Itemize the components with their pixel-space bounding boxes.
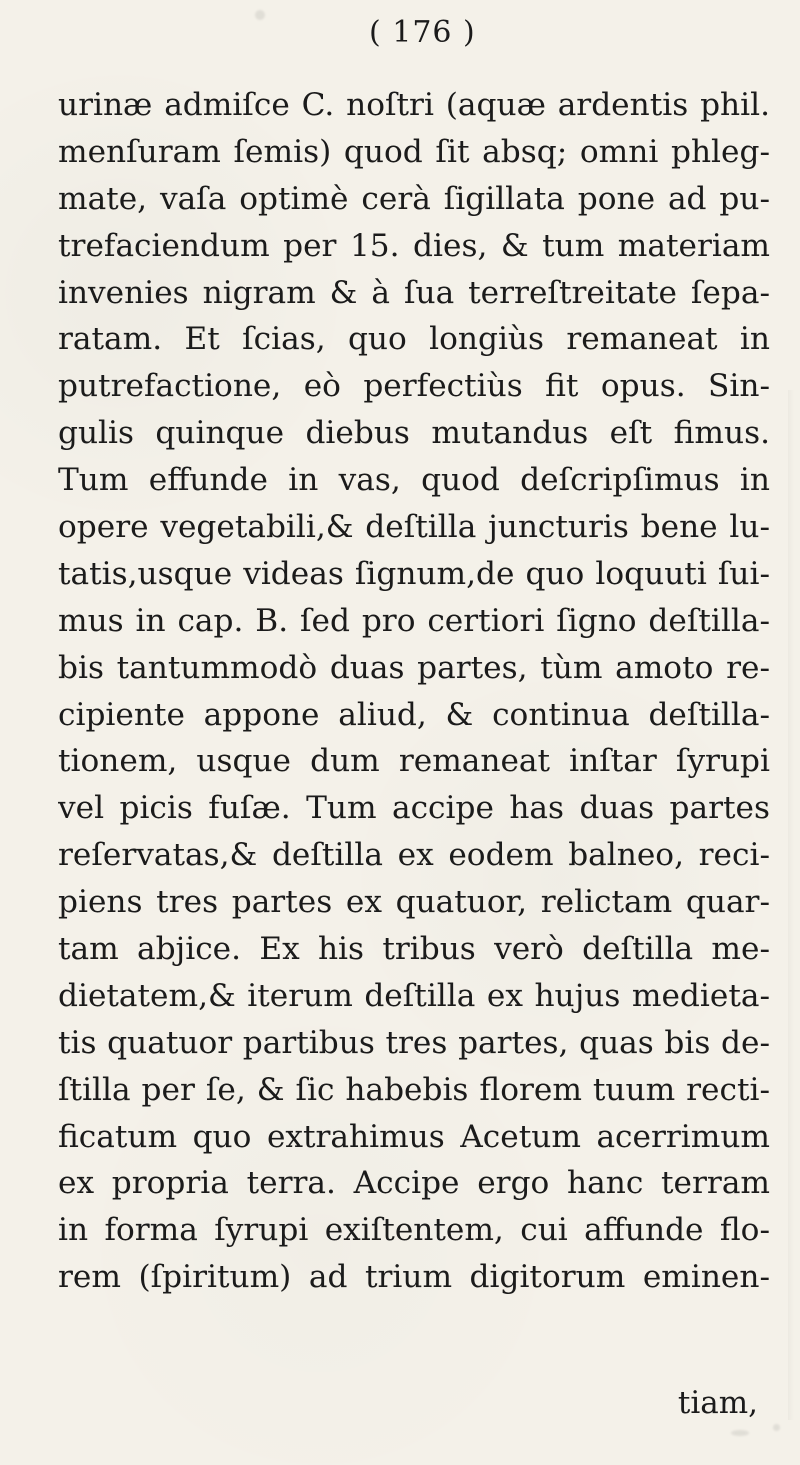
text-line-content: ratam. Et ſcias, quo longiùs remaneat in [58, 321, 770, 358]
text-line-content: Tum effunde in vas, quod deſcripſimus in [58, 462, 770, 499]
text-line-7 [58, 363, 770, 410]
text-line-content: vel picis fuſæ. Tum accipe has duas partes [58, 790, 770, 827]
text-line-content: urinæ admiſce C. noſtri (aquæ ardentis phil. [58, 87, 770, 123]
ink-spot [773, 1424, 780, 1431]
catchword: tiam, [677, 1385, 758, 1421]
text-line-content: ſtilla per ſe, & ſic habebis florem tuum recti- [58, 1071, 770, 1108]
text-line-6 [58, 316, 770, 363]
text-line-9 [58, 457, 770, 504]
text-line-content: tam abjice. Ex his tribus verò deſtilla me- [58, 931, 770, 968]
text-line-content: ficatum quo extrahimus Acetum acerrimum [58, 1118, 770, 1155]
text-line-8 [58, 410, 770, 457]
text-line-content: reſervatas,& deſtilla ex eodem balneo, reci- [58, 837, 770, 874]
ink-spot [731, 1430, 749, 1436]
text-line-19 [58, 926, 770, 973]
text-line-12 [58, 598, 770, 645]
text-line-content: ex propria terra. Accipe ergo hanc terram [58, 1165, 770, 1202]
text-line-content: cipiente appone aliud, & continua deſtilla- [58, 696, 770, 733]
text-line-18 [58, 879, 770, 926]
text-line-content: piens tres partes ex quatuor, relictam quar- [58, 884, 770, 921]
text-line-content: tis quatuor partibus tres partes, quas bis de- [58, 1024, 770, 1061]
text-line-16 [58, 785, 770, 832]
text-line-1 [58, 82, 770, 129]
text-line-content: tionem, usque dum remaneat inſtar ſyrupi [58, 743, 770, 780]
text-line-content: putrefactione, eò perfectiùs fit opus. Sin- [58, 368, 770, 405]
text-line-content: menſuram ſemis) quod ſit absq; omni phleg- [58, 133, 770, 170]
text-line-content: mus in cap. B. ſed pro certiori ſigno deſtilla- [58, 602, 770, 639]
text-line-24 [58, 1160, 770, 1207]
text-line-13 [58, 645, 770, 692]
text-line-3 [58, 176, 770, 223]
text-line-14 [58, 692, 770, 739]
text-line-10 [58, 504, 770, 551]
text-line-content: gulis quinque diebus mutandus eſt fimus. [58, 415, 770, 452]
text-line-content: tatis,usque videas ſignum,de quo loquuti ſui- [58, 555, 770, 592]
page-edge-shadow [788, 390, 794, 1420]
text-line-25 [58, 1207, 770, 1254]
text-line-content: in forma ſyrupi exiſtentem, cui affunde flo- [58, 1212, 770, 1249]
text-line-5 [58, 270, 770, 317]
text-line-content: invenies nigram & à ſua terreſtreitate ſepa- [58, 274, 770, 311]
text-line-11 [58, 551, 770, 598]
text-line-15 [58, 738, 770, 785]
text-line-content: rem (ſpiritum) ad trium digitorum eminen- [58, 1259, 770, 1296]
text-line-content: bis tantummodò duas partes, tùm amoto re- [58, 649, 770, 686]
text-line-content: dietatem,& iterum deſtilla ex hujus medieta- [58, 977, 770, 1014]
text-line-content: opere vegetabili,& deſtilla juncturis bene lu- [58, 509, 770, 546]
text-line-21 [58, 1020, 770, 1067]
text-line-26 [58, 1254, 770, 1301]
text-line-22 [58, 1067, 770, 1114]
page-number: ( 176 ) [369, 15, 476, 50]
text-line-content: trefaciendum per 15. dies, & tum materiam [58, 227, 770, 264]
body-text [58, 82, 770, 1301]
text-line-4 [58, 223, 770, 270]
text-line-content: mate, vaſa optimè cerà ſigillata pone ad pu- [58, 180, 770, 217]
ink-spot [255, 10, 265, 20]
text-line-20 [58, 973, 770, 1020]
text-line-23 [58, 1114, 770, 1161]
text-line-17 [58, 832, 770, 879]
text-line-2 [58, 129, 770, 176]
